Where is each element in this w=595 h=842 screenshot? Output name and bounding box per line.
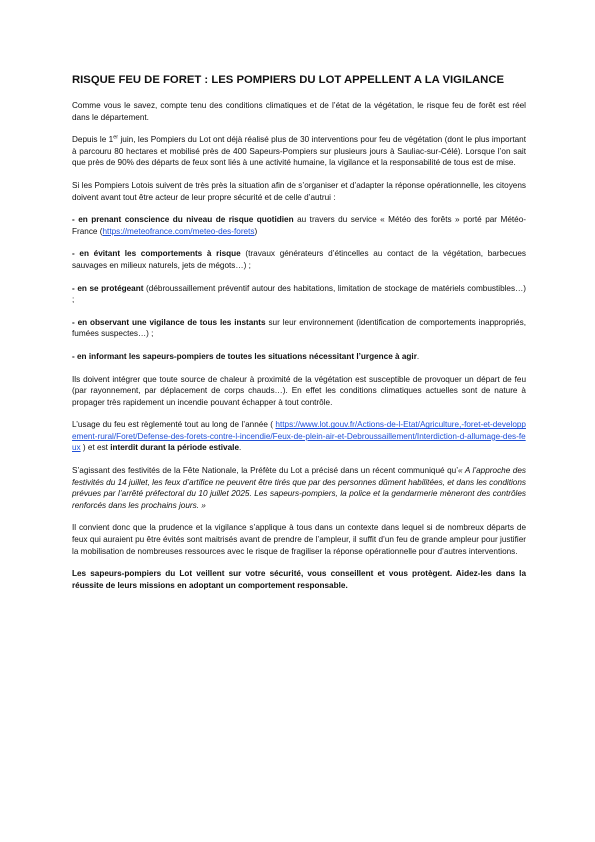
meteo-forets-link[interactable]: https://meteofrance.com/meteo-des-forets — [102, 226, 255, 236]
paragraph-citizens: Si les Pompiers Lotois suivent de très près la situation afin de s’organiser et d’adapter la réponse opérationnelle, les citoyens doivent avant tout être acteur de leur propre sécurité et de celle d’autrui : — [72, 180, 526, 202]
fire-usage-mid: ) et est — [80, 443, 111, 453]
bullet-protect — [72, 283, 526, 306]
fire-usage-end: . — [239, 443, 242, 453]
interventions-text-start: Depuis le 1 — [72, 135, 114, 145]
prefecture-fire-link[interactable]: https://www.lot.gouv.fr/Actions-de-l-Etat/Agriculture,-foret-et-developpement-rural/Foret/Defense-des-forets-contre-l-incendie/Feux-de-plein-air-et-Debroussaillement/Interdiction-d-allumage-des-feux — [72, 420, 526, 453]
prefect-quote: « A l’approche des festivités du 14 juillet, les feux d’artifice ne peuvent être tirés que par des personnes dûment habilitées, et dans les conditions prévues par l’arrêté préfectoral du 10 juillet 2025. Les sapeurs-pompiers, la police et la gendarmerie mèneront des contrôles renforcés dans les prochains jours. » — [72, 466, 526, 510]
bullet-risk-awareness-end: ) — [254, 226, 258, 236]
bullet-vigilance-bold: - en observant une vigilance de tous les instants — [72, 317, 266, 327]
bullet-avoid-risk-bold: - en évitant les comportements à risque — [72, 249, 241, 259]
paragraph-fire-usage — [72, 419, 526, 454]
fire-usage-bold: interdit durant la période estivale — [110, 443, 239, 453]
bullet-vigilance — [72, 317, 526, 340]
paragraph-closing: Les sapeurs-pompiers du Lot veillent sur votre sécurité, vous conseillent et vous protègent. Aidez-les dans la réussite de leurs missions en adoptant un comportement responsable. — [72, 569, 526, 590]
ordinal-superscript: er — [113, 134, 119, 141]
bullet-inform — [72, 351, 526, 363]
bullet-risk-awareness-bold: - en prenant conscience du niveau de risque quotidien — [72, 215, 294, 225]
bullet-protect-bold: - en se protégeant — [72, 283, 144, 293]
bullet-avoid-risk-text: (travaux générateurs d’étincelles au contact de la végétation, barbecues sauvages en milieux naturels, jets de mégots…) ; — [72, 249, 526, 270]
bullet-inform-bold: - en informant les sapeurs-pompiers de toutes les situations nécessitant l’urgence à agir — [72, 351, 417, 361]
document-title: RISQUE FEU DE FORET : LES POMPIERS DU LOT APPELLENT A LA VIGILANCE — [72, 74, 505, 86]
paragraph-interventions — [72, 134, 526, 169]
fire-usage-text: L’usage du feu est règlementé tout au long de l’année ( — [72, 420, 276, 430]
bullet-protect-text: (débroussaillement préventif autour des habitations, limitation de stockage de matériels combustibles…) ; — [72, 283, 526, 305]
bullet-risk-awareness-text: au travers du service « Météo des forêts » porté par Météo-France ( — [72, 215, 526, 236]
paragraph-national-day — [72, 465, 526, 511]
paragraph-intro: Comme vous le savez, compte tenu des conditions climatiques et de l’état de la végétation, le risque feu de forêt est réel dans le département. — [72, 101, 526, 122]
paragraph-prudence: Il convient donc que la prudence et la vigilance s’applique à tous dans un contexte dans lequel si de nombreux départs de feux qui auraient pu être évités sont maitrisés avant de prendre de l’ampleur, il suffit d’un feu de grande ampleur pour justifier la mobilisation de nombreuses ressources avec le risque de fragiliser la réponse opérationnelle pour d’autres interventions. — [72, 523, 526, 556]
document-body — [72, 72, 526, 602]
interventions-text-end: juin, les Pompiers du Lot ont déjà réalisé plus de 30 interventions pour feu de végétation (dont le plus important à parcouru 80 hectares et mobilisé près de 400 Sapeurs-Pompiers sur plusieurs jours à Sauliac-sur-Célé). Lorsque l’on sait que près de 90% des départs de feux sont liés à une activité humaine, la vigilance et la responsabilité de tous est de mise. — [72, 135, 526, 168]
paragraph-heat-source: Ils doivent intégrer que toute source de chaleur à proximité de la végétation est susceptible de provoquer un départ de feu (par rayonnement, par déplacement de corps chauds…). En effet les conditions climatiques actuelles sont de nature à propager très rapidement un incendie pouvant échapper à tout contrôle. — [72, 374, 526, 407]
bullet-risk-awareness — [72, 214, 526, 237]
bullet-inform-text: . — [416, 351, 420, 361]
national-day-text: S’agissant des festivités de la Fête Nationale, la Préfète du Lot a précisé dans un récent communiqué qu’ — [72, 466, 459, 476]
bullet-vigilance-text: sur leur environnement (identification de comportements inappropriés, fumées suspectes…) ; — [72, 317, 526, 339]
bullet-avoid-risk — [72, 248, 526, 271]
